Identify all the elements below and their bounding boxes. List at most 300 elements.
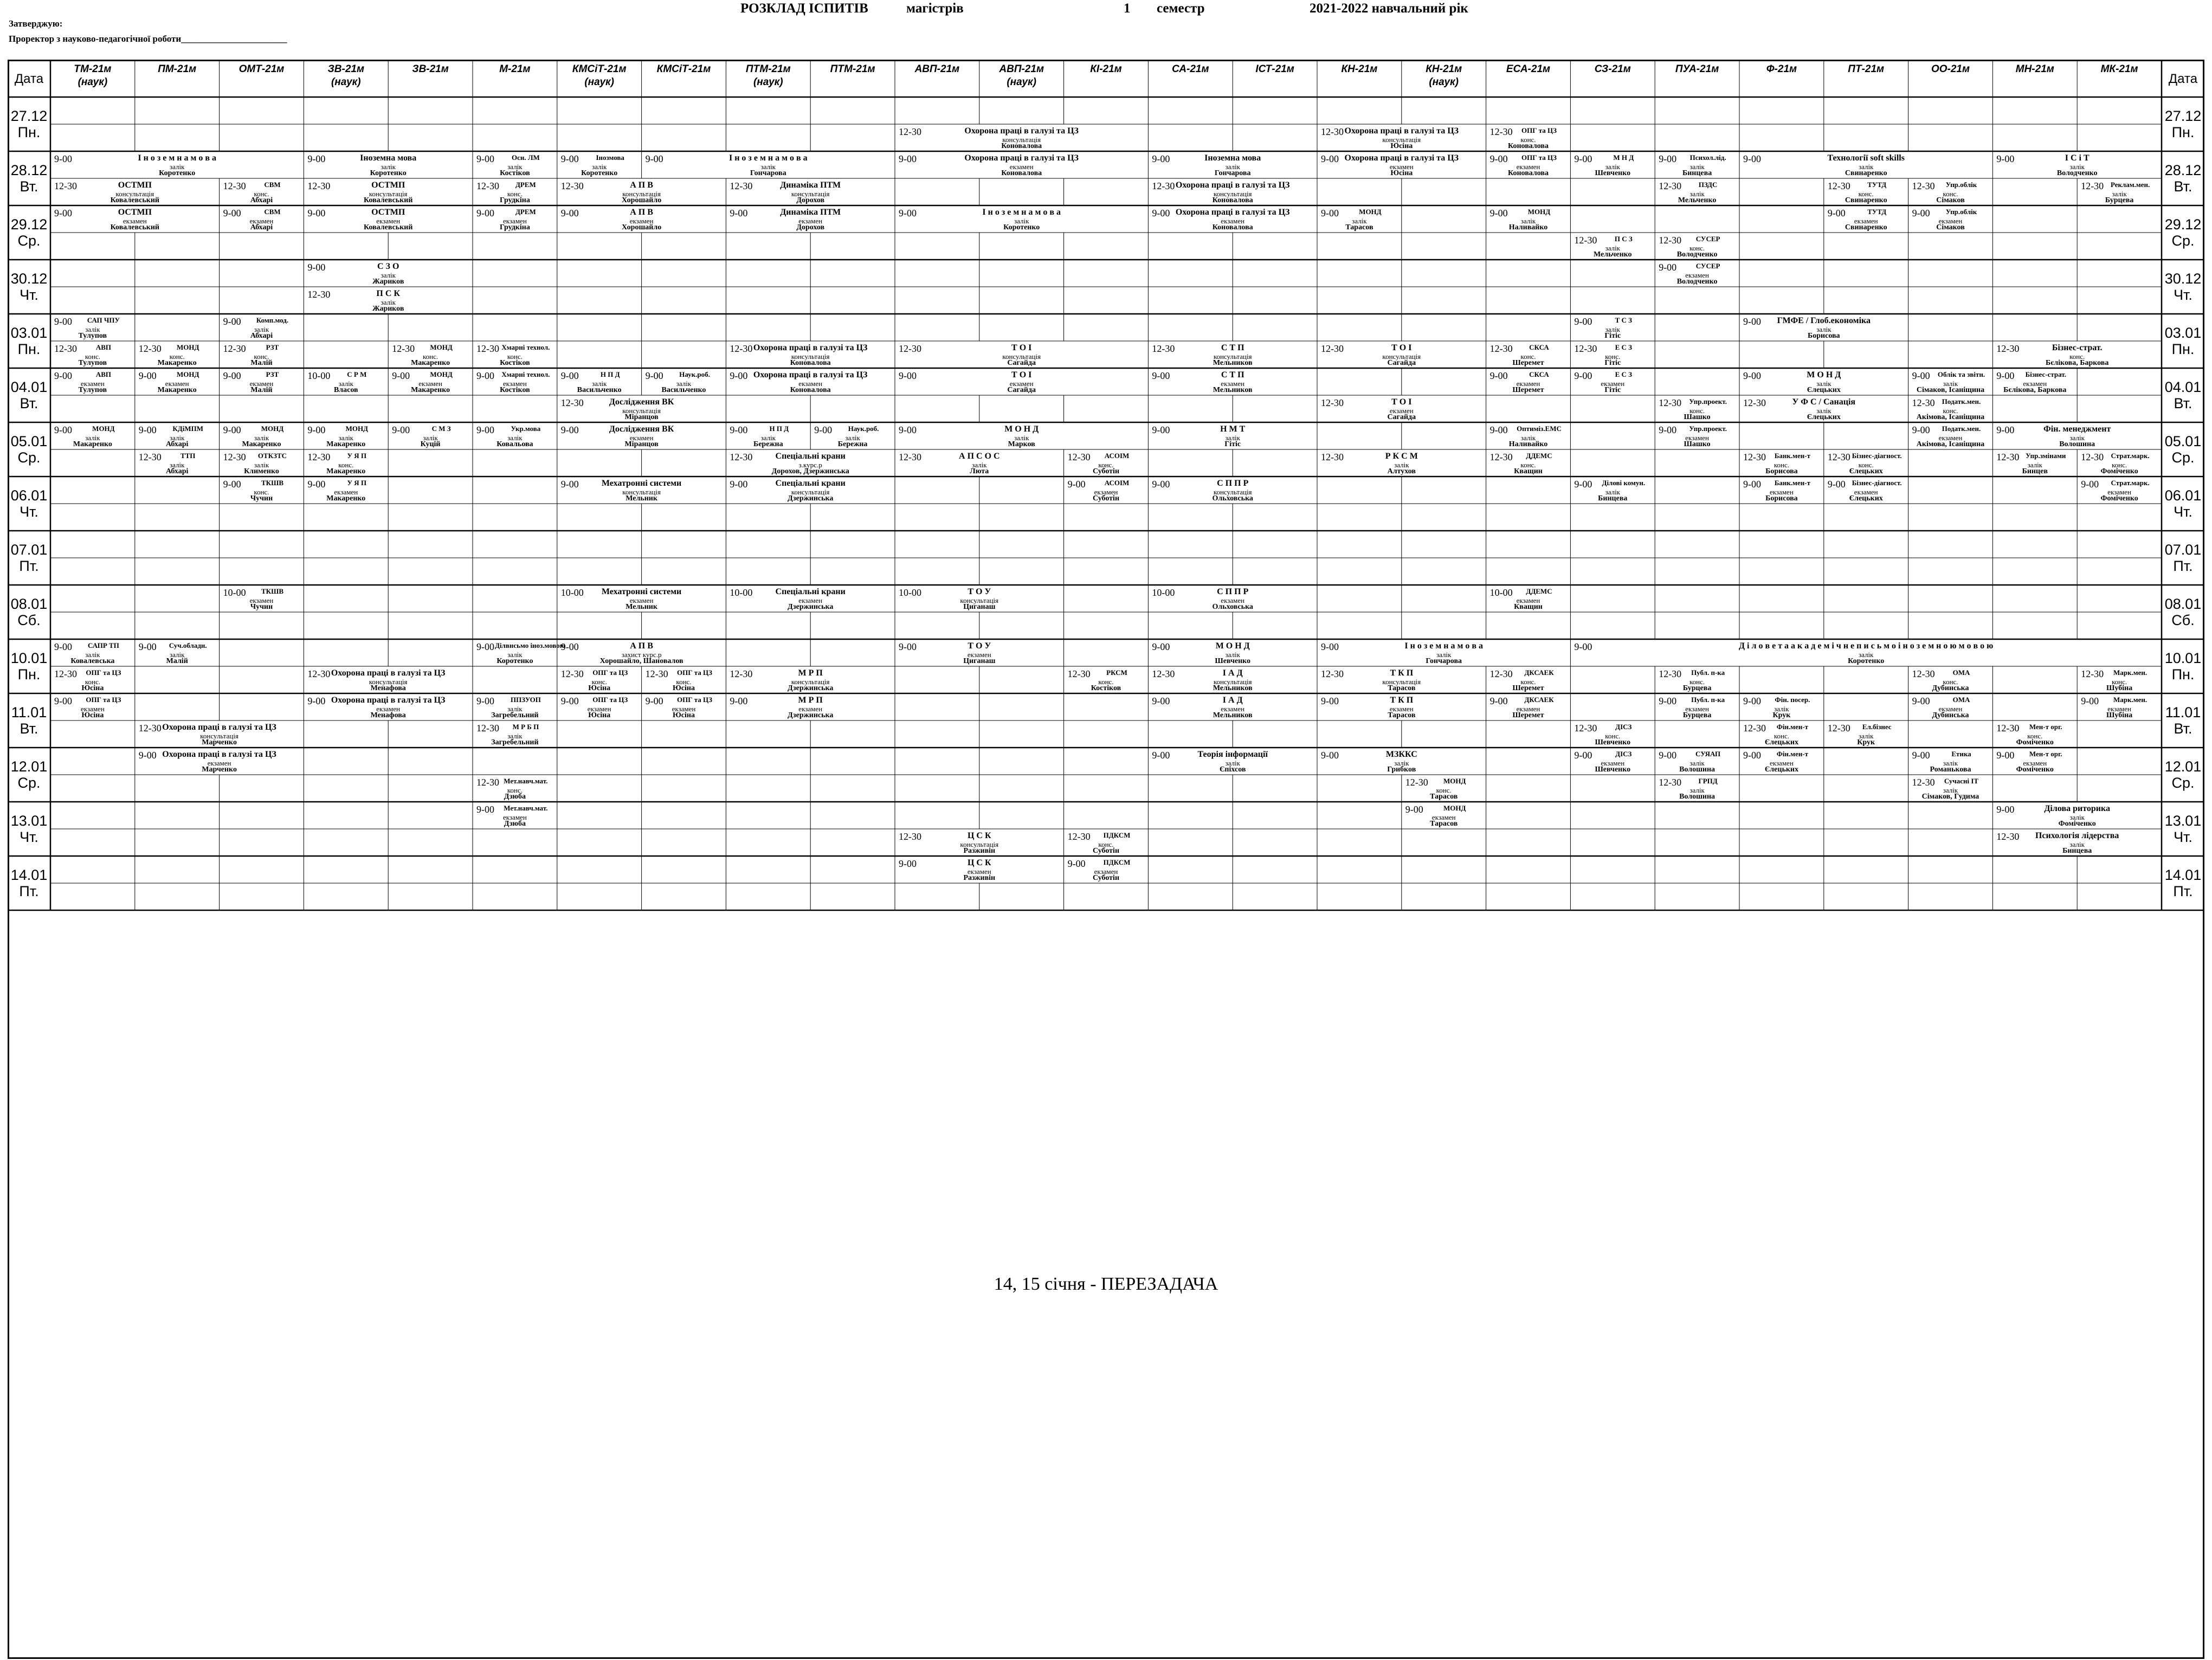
day-weekday: Пт. bbox=[19, 883, 39, 899]
exam-cell bbox=[726, 667, 894, 693]
exam-time: 12-30 bbox=[54, 181, 77, 191]
exam-cell bbox=[1655, 152, 1739, 178]
examiner: Абхарі bbox=[166, 467, 189, 475]
group-name: М-21м bbox=[499, 63, 531, 75]
exam-type: консультація bbox=[622, 190, 661, 198]
exam-time: 9-00 bbox=[54, 208, 72, 218]
exam-type: залік bbox=[381, 298, 396, 306]
day-weekday: Чт. bbox=[2174, 829, 2192, 845]
exam-type: залік bbox=[1943, 379, 1958, 388]
examiner: Дубинська bbox=[1932, 684, 1969, 692]
examiner: Мельников bbox=[1213, 386, 1253, 394]
exam-subject bbox=[1655, 235, 1739, 246]
exam-cell bbox=[51, 694, 134, 720]
exam-type: залік bbox=[1014, 217, 1029, 225]
exam-time: 9-00 bbox=[1912, 696, 1930, 706]
exam-type: екзамен bbox=[249, 217, 274, 225]
exam-type: екзамен bbox=[503, 379, 527, 388]
exam-cell bbox=[642, 152, 894, 178]
exam-type: залік bbox=[1689, 190, 1705, 198]
day-label bbox=[2162, 325, 2204, 357]
exam-subject bbox=[220, 479, 304, 490]
exam-time: 9-00 bbox=[1574, 316, 1592, 327]
exam-cell bbox=[558, 396, 726, 422]
exam-type: конс. bbox=[1689, 244, 1705, 252]
exam-subject bbox=[1993, 153, 2161, 163]
exam-time: 9-00 bbox=[392, 424, 410, 435]
exam-subject bbox=[1318, 126, 1486, 136]
day-label bbox=[8, 108, 50, 140]
subject-name: РЗТ bbox=[266, 343, 279, 351]
exam-cell bbox=[473, 423, 557, 449]
exam-type: конс. bbox=[1689, 678, 1705, 686]
day-label bbox=[2162, 704, 2204, 737]
exam-cell bbox=[473, 179, 557, 205]
examiner: Загребельний bbox=[491, 738, 539, 747]
subject-name: І н о з е м н а м о в а bbox=[138, 153, 217, 163]
exam-cell bbox=[51, 342, 134, 368]
exam-subject bbox=[51, 668, 134, 677]
group-name: ПТМ-21м bbox=[830, 63, 875, 75]
exam-type: залік bbox=[591, 379, 607, 388]
examiner: Ковалевський bbox=[110, 196, 159, 204]
subject-name: МОНД bbox=[345, 424, 368, 433]
subject-name: САПР ТП bbox=[87, 641, 119, 649]
exam-cell bbox=[1824, 721, 1908, 747]
exam-time: 12-30 bbox=[223, 181, 246, 191]
examiner: Акімова, Ісаніщина bbox=[1916, 413, 1985, 421]
subject-name: Ц С К bbox=[967, 831, 991, 840]
exam-cell bbox=[473, 369, 557, 395]
exam-cell bbox=[51, 152, 303, 178]
examiner: Гончарова bbox=[1214, 169, 1251, 177]
exam-type: залік bbox=[85, 434, 100, 442]
exam-subject bbox=[558, 208, 726, 217]
group-subtitle: (наук) bbox=[78, 76, 108, 88]
examiner: Тарасов bbox=[1345, 223, 1373, 231]
exam-subject bbox=[1824, 452, 1908, 460]
exam-time: 9-00 bbox=[1659, 153, 1677, 164]
exam-time: 9-00 bbox=[899, 424, 917, 435]
exam-subject bbox=[51, 208, 219, 217]
exam-type: конс. bbox=[1943, 190, 1958, 198]
exam-subject bbox=[220, 370, 304, 379]
exam-cell bbox=[1487, 342, 1570, 368]
exam-subject bbox=[1740, 452, 1823, 460]
day-date: 14.01 bbox=[10, 867, 48, 883]
exam-time: 12-30 bbox=[1827, 723, 1850, 734]
examiner: Куцій bbox=[420, 440, 441, 448]
exam-type: конс. bbox=[1943, 407, 1958, 415]
approval-signer: Проректор з науково-педагогічної роботи_______________________ bbox=[9, 34, 287, 44]
exam-type: екзамен bbox=[629, 596, 654, 604]
exam-cell bbox=[895, 125, 1147, 151]
examiner: Тарасов bbox=[1388, 684, 1416, 692]
subject-name: СКСА bbox=[1529, 343, 1549, 351]
exam-time: 9-00 bbox=[138, 370, 157, 381]
exam-type: конс. bbox=[1605, 352, 1621, 361]
exam-time: 12-30 bbox=[1659, 668, 1682, 679]
group-header bbox=[304, 63, 388, 95]
day-weekday: Ср. bbox=[2171, 449, 2195, 466]
group-name: ЗВ-21м bbox=[412, 63, 449, 75]
exam-time: 9-00 bbox=[476, 696, 494, 706]
subject-name: СУСЕР bbox=[1695, 262, 1720, 270]
group-header bbox=[1064, 63, 1149, 95]
subject-name: М О Н Д bbox=[1004, 424, 1039, 434]
examiner: Тарасов bbox=[1388, 711, 1416, 719]
group-subtitle: (наук) bbox=[1007, 76, 1037, 88]
exam-subject bbox=[1318, 750, 1486, 760]
exam-cell bbox=[51, 640, 134, 666]
group-name: КН-21м bbox=[1426, 63, 1462, 75]
exam-type: екзамен bbox=[587, 705, 611, 713]
subject-name: Суч.обладн. bbox=[169, 641, 207, 649]
examiner: Крук bbox=[1772, 711, 1791, 719]
group-subtitle: (наук) bbox=[1429, 76, 1459, 88]
date-header: Дата bbox=[14, 72, 44, 86]
subject-name: М Р Б П bbox=[512, 723, 539, 731]
subject-name: РКСМ bbox=[1106, 668, 1127, 677]
exam-cell bbox=[220, 179, 304, 205]
exam-subject bbox=[1655, 777, 1739, 786]
exam-subject bbox=[1909, 777, 1992, 786]
group-name: ОО-21м bbox=[1931, 63, 1970, 75]
exam-type: конс. bbox=[1774, 732, 1789, 740]
exam-cell bbox=[304, 179, 472, 205]
exam-subject bbox=[304, 289, 472, 299]
exam-type: залік bbox=[760, 163, 776, 171]
exam-cell bbox=[220, 450, 304, 476]
examiner: Макаренко bbox=[326, 440, 366, 448]
exam-subject bbox=[1993, 452, 2076, 460]
subject-name: МОНД bbox=[1443, 804, 1466, 812]
exam-type: залік bbox=[1352, 217, 1367, 225]
exam-type: залік bbox=[2069, 163, 2085, 171]
exam-type: екзамен bbox=[1770, 488, 1794, 496]
subject-name: Фін.мен-т bbox=[1776, 723, 1809, 731]
exam-subject bbox=[726, 181, 894, 190]
exam-subject bbox=[1571, 316, 1654, 325]
exam-subject bbox=[473, 181, 557, 189]
exam-subject bbox=[389, 370, 472, 379]
subject-name: Мен-т орг. bbox=[2029, 750, 2062, 758]
day-label bbox=[8, 650, 50, 683]
exam-type: залік bbox=[507, 732, 523, 740]
examiner: Міранцов bbox=[624, 413, 659, 421]
exam-type: конс. bbox=[1689, 407, 1705, 415]
exam-time: 12-30 bbox=[54, 668, 77, 679]
subject-name: І А Д bbox=[1222, 668, 1243, 678]
exam-time: 9-00 bbox=[1152, 479, 1170, 490]
exam-type: залік bbox=[1605, 325, 1620, 333]
exam-time: 12-30 bbox=[899, 452, 921, 462]
group-subtitle: (наук) bbox=[753, 76, 783, 88]
exam-time: 9-00 bbox=[730, 370, 748, 381]
exam-type: залік bbox=[676, 379, 692, 388]
examiner: Борисова bbox=[1765, 494, 1798, 503]
subject-name: Ел.бізнес bbox=[1862, 723, 1892, 731]
subject-name: Фін.мен-т bbox=[1776, 750, 1809, 758]
exam-type: залік bbox=[169, 434, 185, 442]
day-weekday: Пт. bbox=[2173, 883, 2193, 899]
subject-name: Психол.лід. bbox=[1689, 153, 1726, 162]
examiner: Сагайда bbox=[1007, 359, 1036, 367]
examiner: Борисова bbox=[1808, 332, 1840, 340]
subject-name: Банк.мен-т bbox=[1774, 479, 1810, 487]
exam-time: 12-30 bbox=[2081, 181, 2104, 191]
group-header bbox=[1824, 63, 1908, 95]
exam-subject bbox=[220, 208, 304, 216]
exam-time: 9-00 bbox=[392, 370, 410, 381]
exam-cell bbox=[1740, 721, 1823, 747]
examiner: Юсіна bbox=[81, 684, 104, 692]
exam-type: екзамен bbox=[165, 379, 189, 388]
day-weekday: Сб. bbox=[17, 612, 41, 628]
examiner: Грудкіна bbox=[499, 196, 530, 204]
exam-type: консультація bbox=[115, 190, 154, 198]
exam-time: 9-00 bbox=[1912, 750, 1930, 761]
exam-time: 9-00 bbox=[307, 208, 326, 218]
subject-name: Е С З bbox=[1615, 343, 1632, 351]
exam-subject bbox=[726, 479, 894, 488]
exam-type: екзамен bbox=[967, 651, 991, 659]
exam-time: 9-00 bbox=[1912, 208, 1930, 218]
examiner: Дорохов bbox=[796, 223, 825, 231]
exam-time: 9-00 bbox=[223, 424, 241, 435]
day-date: 29.12 bbox=[2164, 216, 2202, 233]
examiner: Мельченко bbox=[1594, 250, 1632, 259]
subject-name: Іноземна мова bbox=[360, 153, 417, 163]
exam-type: екзамен bbox=[1685, 705, 1709, 713]
exam-cell bbox=[136, 342, 219, 368]
group-header bbox=[135, 63, 220, 95]
exam-subject bbox=[1487, 208, 1570, 216]
exam-subject bbox=[1740, 750, 1823, 761]
exam-subject bbox=[1909, 696, 1992, 704]
subject-name: Спеціальні крани bbox=[775, 452, 846, 461]
exam-time: 10-00 bbox=[307, 370, 331, 381]
exam-cell bbox=[558, 369, 641, 395]
examiner: Тулупов bbox=[78, 359, 107, 367]
examiner: Абхарі bbox=[250, 332, 273, 340]
exam-time: 12-30 bbox=[307, 289, 331, 300]
exam-cell bbox=[642, 667, 726, 693]
examiner: Свинаренко bbox=[1845, 223, 1887, 231]
examiner: Юсіна bbox=[81, 711, 104, 719]
exam-schedule-table bbox=[8, 60, 2204, 1659]
examiner: Крук bbox=[1857, 738, 1875, 747]
subject-name: Сучасні ІТ bbox=[1944, 777, 1979, 785]
exam-subject bbox=[642, 668, 726, 677]
exam-subject bbox=[1655, 262, 1739, 271]
examiner: Коновалова bbox=[1212, 223, 1253, 231]
examiner: Гончарова bbox=[1426, 657, 1462, 665]
exam-subject bbox=[1402, 777, 1486, 786]
examiner: Грибков bbox=[1387, 765, 1416, 774]
examiner: Дзержинська bbox=[788, 494, 834, 503]
day-weekday: Вт. bbox=[20, 178, 38, 195]
exam-time: 9-00 bbox=[54, 316, 72, 327]
exam-type: екзамен bbox=[1389, 407, 1414, 415]
group-name: ОМТ-21м bbox=[238, 63, 285, 75]
exam-time: 12-30 bbox=[2081, 452, 2104, 462]
exam-subject bbox=[558, 668, 641, 677]
exam-subject bbox=[1318, 343, 1486, 353]
group-header bbox=[1402, 63, 1486, 95]
day-label bbox=[2162, 379, 2204, 411]
exam-subject bbox=[1149, 696, 1317, 705]
subject-name: КДіМПМ bbox=[172, 424, 204, 433]
subject-name: Публ. п-ка bbox=[1691, 696, 1725, 704]
subject-name: МОНД bbox=[430, 343, 453, 351]
exam-time: 12-30 bbox=[1827, 181, 1850, 191]
exam-type: екзамен bbox=[249, 379, 274, 388]
exam-type: екзамен bbox=[1009, 379, 1034, 388]
exam-cell bbox=[473, 694, 557, 720]
subject-name: ТКШВ bbox=[261, 587, 284, 595]
examiner: Коротенко bbox=[370, 169, 407, 177]
day-date: 03.01 bbox=[2164, 325, 2202, 341]
exam-subject bbox=[473, 641, 565, 652]
exam-type: конс. bbox=[2069, 352, 2085, 361]
day-label bbox=[8, 162, 50, 195]
exam-subject bbox=[1571, 723, 1654, 734]
subject-name: Страт.марк. bbox=[2111, 452, 2150, 460]
day-weekday: Вт. bbox=[20, 395, 38, 411]
day-date: 11.01 bbox=[11, 704, 47, 720]
exam-time: 9-00 bbox=[1659, 696, 1677, 706]
subject-name: ПДКСМ bbox=[1103, 831, 1131, 839]
examiner: Фоміченко bbox=[2100, 494, 2138, 503]
subject-name: С М З bbox=[431, 424, 451, 433]
group-name: АВП-21м bbox=[914, 63, 960, 75]
day-weekday: Сб. bbox=[2171, 612, 2195, 628]
exam-time: 12-30 bbox=[1996, 723, 2020, 734]
exam-subject bbox=[136, 343, 219, 352]
exam-time: 9-00 bbox=[476, 153, 494, 164]
exam-cell bbox=[51, 369, 134, 395]
exam-cell bbox=[558, 179, 726, 205]
subject-name: Т О У bbox=[968, 587, 991, 596]
day-label bbox=[2162, 271, 2204, 303]
exam-type: конс. bbox=[2112, 678, 2127, 686]
examiner: Юсіна bbox=[588, 711, 611, 719]
exam-cell bbox=[895, 342, 1147, 368]
exam-subject bbox=[1487, 452, 1570, 460]
exam-subject bbox=[1318, 153, 1486, 163]
exam-cell bbox=[473, 721, 557, 747]
exam-subject bbox=[1824, 479, 1908, 490]
group-header bbox=[1739, 63, 1824, 95]
subject-name: Охорона праці в галузі та ЦЗ bbox=[1175, 208, 1290, 217]
day-label bbox=[2162, 108, 2204, 140]
examiner: Бережна bbox=[753, 440, 783, 448]
exam-time: 12-30 bbox=[138, 343, 162, 354]
subject-name: Динаміка ПТМ bbox=[780, 208, 841, 217]
exam-time: 9-00 bbox=[899, 641, 917, 652]
examiner: Ольховська bbox=[1212, 494, 1253, 503]
exam-time: 12-30 bbox=[1489, 668, 1513, 679]
exam-time: 9-00 bbox=[1996, 750, 2015, 761]
exam-type: конс. bbox=[1943, 678, 1958, 686]
exam-time: 12-30 bbox=[1152, 668, 1175, 679]
exam-time: 9-00 bbox=[1743, 153, 1761, 164]
examiner: Бурцева bbox=[1682, 711, 1712, 719]
exam-time: 12-30 bbox=[54, 343, 77, 354]
subject-name: Охорона праці в галузі та ЦЗ bbox=[331, 696, 446, 705]
group-name: КМСіТ-21м bbox=[656, 63, 711, 75]
day-date: 08.01 bbox=[2164, 596, 2202, 612]
examiner: Коротенко bbox=[496, 657, 533, 665]
examiner: Марченко bbox=[202, 738, 237, 747]
exam-time: 9-00 bbox=[730, 424, 748, 435]
examiner: Марков bbox=[1008, 440, 1035, 448]
subject-name: АСОІМ bbox=[1104, 479, 1130, 487]
examiner: Коновалова bbox=[1001, 169, 1042, 177]
exam-type: консультація bbox=[960, 596, 999, 604]
examiner: Фоміченко bbox=[2100, 467, 2138, 475]
exam-type: залік bbox=[2069, 840, 2085, 848]
exam-time: 12-30 bbox=[138, 723, 162, 734]
exam-subject bbox=[1909, 397, 1992, 406]
exam-type: екзамен bbox=[122, 217, 147, 225]
exam-subject bbox=[726, 208, 894, 217]
subject-name: Інозмова bbox=[596, 153, 624, 162]
exam-type: екзамен bbox=[967, 867, 991, 876]
exam-time: 9-00 bbox=[1659, 262, 1677, 273]
audience: магістрів bbox=[906, 1, 964, 16]
subject-name: М Н Д bbox=[1613, 153, 1634, 162]
exam-time: 12-30 bbox=[1912, 181, 1935, 191]
semester-label: семестр bbox=[1157, 1, 1205, 16]
exam-cell bbox=[136, 450, 219, 476]
exam-time: 9-00 bbox=[1659, 750, 1677, 761]
exam-time: 9-00 bbox=[54, 641, 72, 652]
subject-name: Осн. ЛМ bbox=[511, 153, 540, 162]
exam-subject bbox=[304, 262, 472, 272]
exam-cell bbox=[1824, 179, 1908, 205]
exam-time: 12-30 bbox=[2081, 668, 2104, 679]
exam-time: 9-00 bbox=[645, 153, 663, 164]
exam-cell bbox=[1318, 152, 1486, 178]
exam-time: 12-30 bbox=[1827, 452, 1850, 462]
group-header bbox=[979, 63, 1064, 95]
exam-type: залік bbox=[507, 651, 523, 659]
examiner: Люта bbox=[970, 467, 989, 475]
subject-name: М О Н Д bbox=[1807, 370, 1841, 379]
exam-time: 12-30 bbox=[1743, 452, 1766, 462]
day-label bbox=[8, 867, 50, 899]
examiner: Шеремет bbox=[1512, 711, 1544, 719]
day-date: 30.12 bbox=[10, 271, 48, 287]
exam-type: конс. bbox=[85, 678, 100, 686]
exam-cell bbox=[220, 206, 304, 232]
exam-cell bbox=[558, 585, 726, 612]
exam-subject bbox=[1571, 641, 2161, 651]
subject-name: С Т П bbox=[1221, 370, 1244, 379]
subject-name: МОНД bbox=[176, 370, 199, 378]
examiner: Коротенко bbox=[581, 169, 618, 177]
exam-type: екзамен bbox=[376, 705, 401, 713]
subject-name: М Р П bbox=[798, 696, 823, 705]
subject-name: СКСА bbox=[1529, 370, 1549, 378]
examiner: Акімова, Ісаніщина bbox=[1916, 440, 1985, 448]
exam-cell bbox=[1402, 775, 1486, 801]
exam-type: екзамен bbox=[629, 434, 654, 442]
examiner: Костіков bbox=[500, 359, 530, 367]
day-weekday: Пн. bbox=[17, 341, 41, 357]
